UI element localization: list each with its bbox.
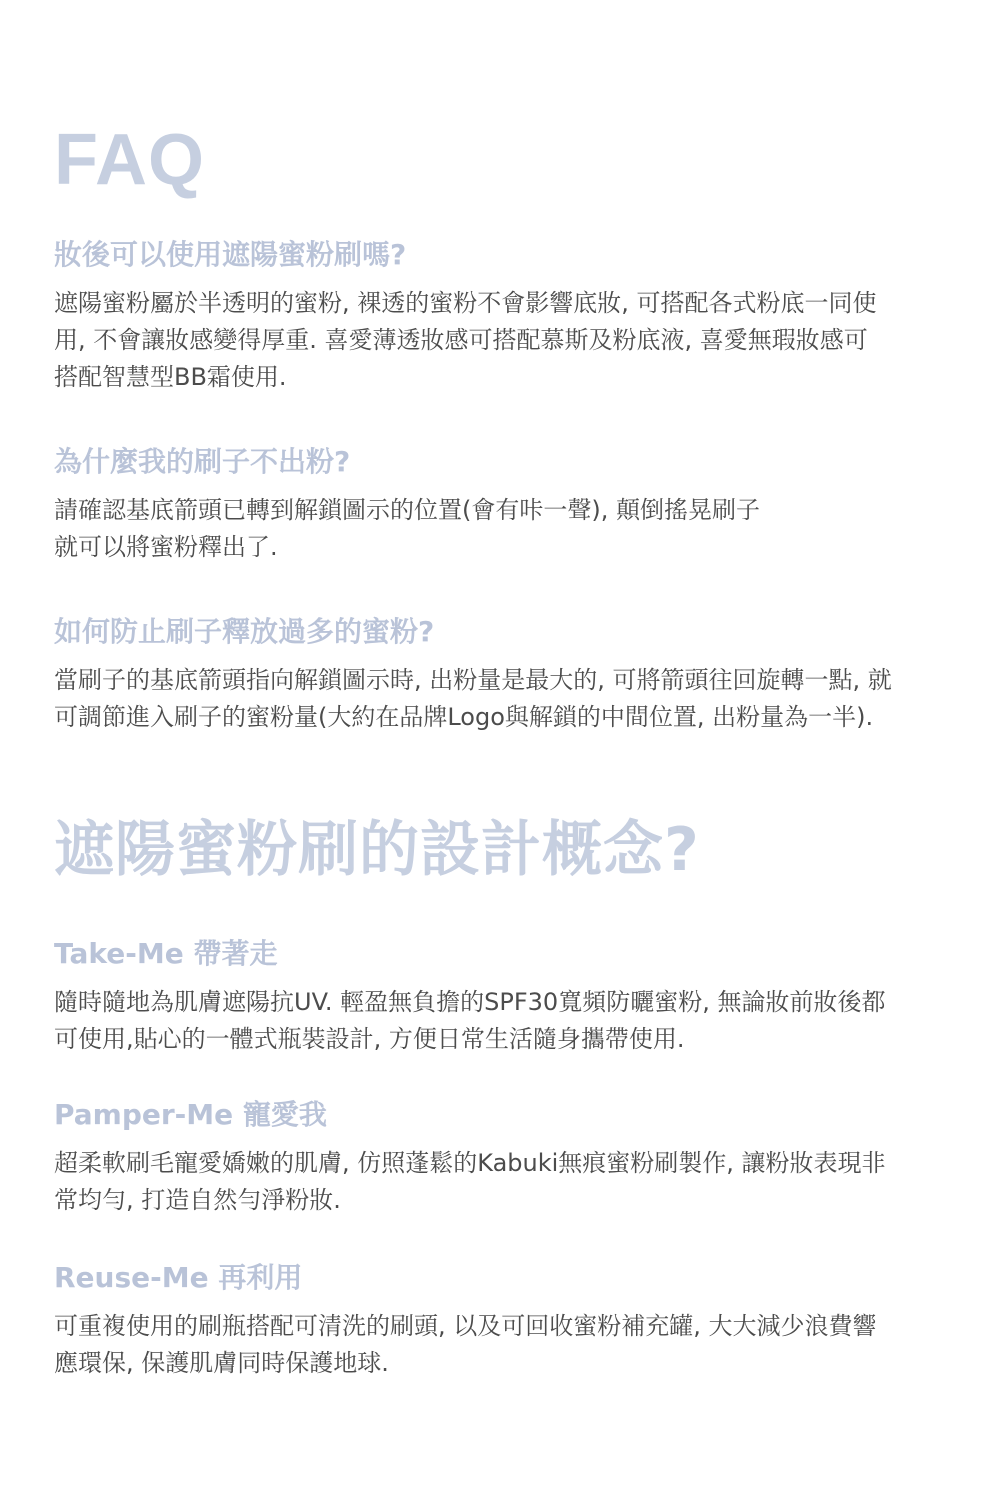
answer-line: 遮陽蜜粉屬於半透明的蜜粉, 裸透的蜜粉不會影響底妝, 可搭配各式粉底一同使 — [54, 289, 877, 317]
faq-item — [54, 443, 954, 566]
faq-answer — [54, 481, 954, 566]
body-line: 超柔軟刷毛寵愛嬌嫩的肌膚, 仿照蓬鬆的Kabuki無痕蜜粉刷製作, 讓粉妝表現非 — [54, 1149, 886, 1177]
faq-item — [54, 613, 954, 736]
body-line: 常均勻, 打造自然勻淨粉妝. — [54, 1186, 341, 1214]
answer-line: 搭配智慧型BB霜使用. — [54, 363, 287, 391]
answer-line: 當刷子的基底箭頭指向解鎖圖示時, 出粉量是最大的, 可將箭頭往回旋轉一點, 就 — [54, 666, 892, 694]
design-heading: Pamper-Me 寵愛我 — [54, 1098, 327, 1131]
faq-question: 妝後可以使用遮陽蜜粉刷嗎? — [54, 238, 407, 271]
body-line: 可使用,貼心的一體式瓶裝設計, 方便日常生活隨身攜帶使用. — [54, 1025, 685, 1053]
faq-answer — [54, 651, 954, 736]
answer-line: 就可以將蜜粉釋出了. — [54, 533, 278, 561]
design-item — [54, 935, 954, 1058]
body-line: 應環保, 保護肌膚同時保護地球. — [54, 1349, 389, 1377]
body-line: 可重複使用的刷瓶搭配可清洗的刷頭, 以及可回收蜜粉補充罐, 大大減少浪費響 — [54, 1312, 877, 1340]
design-item — [54, 1096, 954, 1219]
design-heading: Reuse-Me 再利用 — [54, 1261, 303, 1294]
design-item — [54, 1259, 954, 1382]
faq-question: 如何防止刷子釋放過多的蜜粉? — [54, 615, 435, 648]
answer-line: 請確認基底箭頭已轉到解鎖圖示的位置(會有咔一聲), 顛倒搖晃刷子 — [54, 496, 760, 524]
design-body — [54, 1134, 954, 1219]
answer-line: 可調節進入刷子的蜜粉量(大約在品牌Logo與解鎖的中間位置, 出粉量為一半). — [54, 703, 874, 731]
faq-question: 為什麼我的刷子不出粉? — [54, 445, 351, 478]
design-body — [54, 973, 954, 1058]
body-line: 隨時隨地為肌膚遮陽抗UV. 輕盈無負擔的SPF30寬頻防曬蜜粉, 無論妝前妝後都 — [54, 988, 886, 1016]
answer-line: 用, 不會讓妝感變得厚重. 喜愛薄透妝感可搭配慕斯及粉底液, 喜愛無瑕妝感可 — [54, 326, 868, 354]
faq-item — [54, 236, 954, 396]
design-body — [54, 1297, 954, 1382]
design-concept-title: 遮陽蜜粉刷的設計概念? — [54, 815, 700, 885]
faq-title: FAQ — [54, 120, 206, 200]
design-heading: Take-Me 帶著走 — [54, 937, 278, 970]
faq-answer — [54, 274, 954, 396]
